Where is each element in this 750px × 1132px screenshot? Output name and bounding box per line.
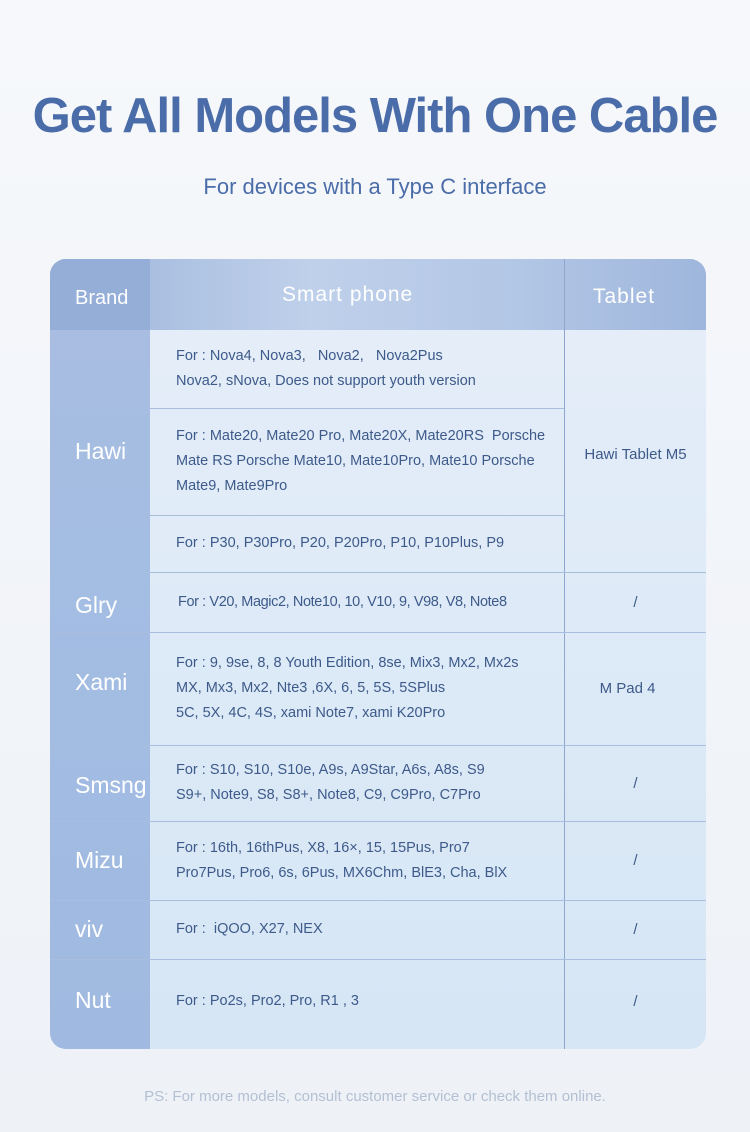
brand-cell: Glry bbox=[75, 591, 118, 618]
phone-models-text: For : Mate20, Mate20 Pro, Mate20X, Mate20RS Porsche Mate RS Porsche Mate10, Mate10Pro, Mate10 Porsche Mate9, Mate9Pro bbox=[176, 428, 546, 494]
table-header bbox=[50, 259, 706, 330]
tablet-cell: Hawi Tablet M5 bbox=[584, 445, 687, 463]
phone-models-cell bbox=[176, 515, 586, 572]
brand-cell: Nut bbox=[75, 986, 111, 1013]
brand-cell: Xami bbox=[75, 668, 128, 695]
tablet-cell: / bbox=[633, 774, 638, 792]
phone-models-text: For : S10, S10, S10e, A9s, A9Star, A6s, A8s, S9 S9+, Note9, S8, S8+, Note8, C9, C9Pro, C7Pro bbox=[176, 762, 485, 803]
phone-models-cell bbox=[176, 745, 586, 821]
brand-cell: Mizu bbox=[75, 847, 124, 873]
page-subtitle: For devices with a Type C interface bbox=[203, 174, 547, 199]
phone-models-text: For : 16th, 16thPus, X8, 16×, 15, 15Pus, Pro7 Pro7Pus, Pro6, 6s, 6Pus, MX6Chm, BlE3, Cha, BlX bbox=[176, 839, 508, 881]
header-tablet: Tablet bbox=[593, 285, 656, 308]
header-smartphone: Smart phone bbox=[282, 283, 414, 306]
header-brand: Brand bbox=[75, 287, 129, 309]
tablet-cell: / bbox=[633, 921, 638, 938]
tablet-cell: M Pad 4 bbox=[599, 680, 656, 697]
phone-models-cell bbox=[176, 959, 586, 1043]
tablet-cell: / bbox=[633, 992, 638, 1010]
page-title: Get All Models With One Cable bbox=[32, 89, 718, 143]
compatibility-table bbox=[50, 259, 706, 1049]
phone-models-cell bbox=[176, 632, 586, 745]
phone-models-text: For : P30, P30Pro, P20, P20Pro, P10, P10Plus, P9 bbox=[176, 535, 505, 551]
brand-cell: Smsng bbox=[75, 771, 147, 798]
phone-models-text: For : iQOO, X27, NEX bbox=[176, 921, 323, 937]
phone-models-cell bbox=[176, 821, 586, 900]
phone-models-cell bbox=[176, 330, 586, 408]
phone-models-cell bbox=[178, 572, 588, 632]
phone-models-cell bbox=[176, 900, 586, 959]
phone-models-text: For : Nova4, Nova3, Nova2, Nova2Pus Nova2, sNova, Does not support youth version bbox=[176, 348, 476, 389]
phone-models-text: For : Po2s, Pro2, Pro, R1 , 3 bbox=[176, 992, 359, 1009]
phone-models-text: For : V20, Magic2, Note10, 10, V10, 9, V98, V8, Note8 bbox=[178, 593, 507, 610]
brand-cell: viv bbox=[75, 916, 104, 942]
tablet-cell: / bbox=[633, 593, 638, 611]
phone-models-text: For : 9, 9se, 8, 8 Youth Edition, 8se, Mix3, Mx2, Mx2s MX, Mx3, Mx2, Nte3 ,6X, 6, 5, 5S, 5SPlus 5C, 5X, 4C, 4S, xami Note7, xami K20Pro bbox=[176, 655, 519, 721]
footnote: PS: For more models, consult customer service or check them online. bbox=[144, 1088, 606, 1105]
tablet-cell: / bbox=[633, 852, 638, 869]
brand-cell: Hawi bbox=[75, 437, 127, 464]
phone-models-cell bbox=[176, 408, 586, 515]
